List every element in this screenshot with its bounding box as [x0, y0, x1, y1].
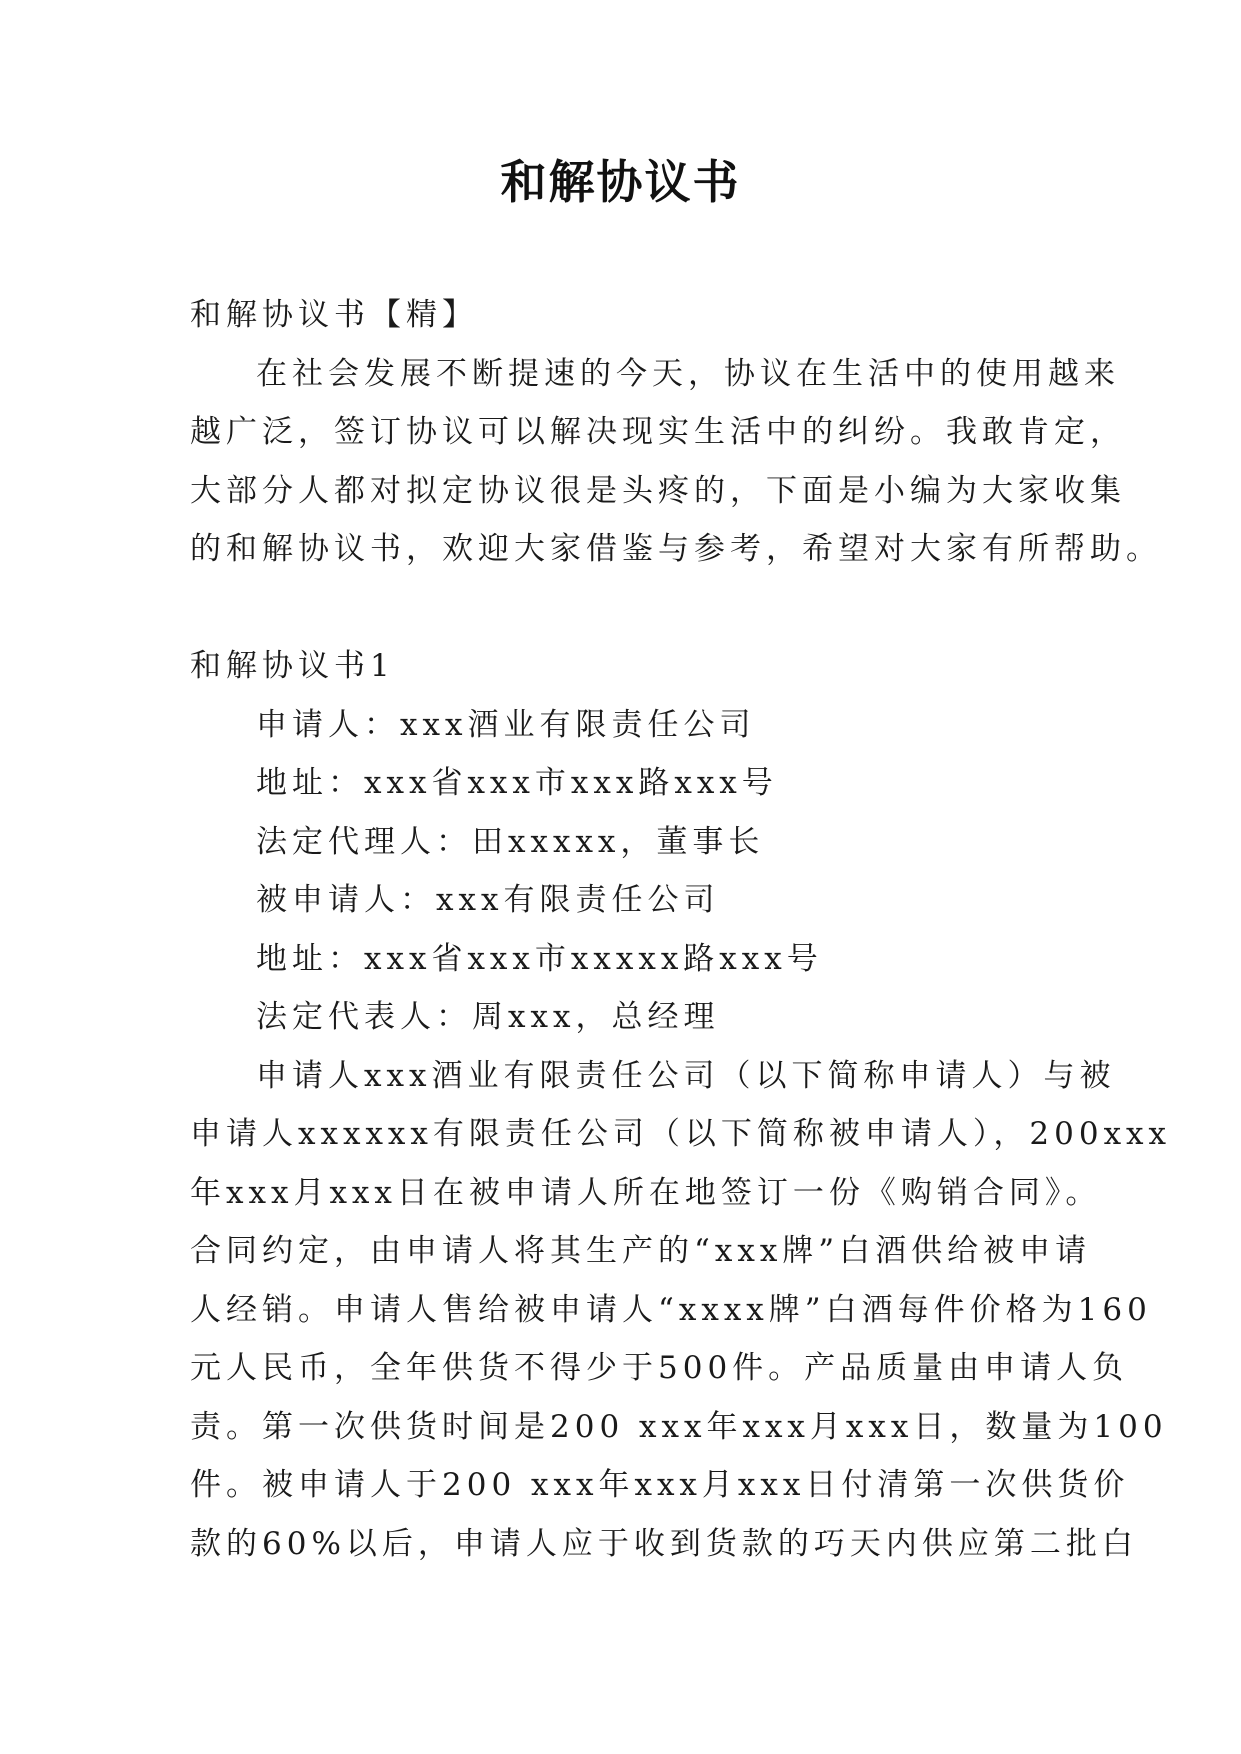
- document-title: 和解协议书: [500, 155, 741, 209]
- party-line: 法定代理人：田xxxxx，董事长: [256, 823, 765, 860]
- party-line: 地址：xxx省xxx市xxxxx路xxx号: [256, 940, 823, 977]
- body-line: 元人民币，全年供货不得少于500件。产品质量由申请人负: [190, 1350, 1129, 1386]
- document-subtitle: 和解协议书【精】: [190, 297, 478, 333]
- paragraph-gap: [190, 579, 1056, 638]
- intro-line: 大部分人都对拟定协议很是头疼的，下面是小编为大家收集: [190, 472, 1126, 509]
- intro-line: 越广泛，签订协议可以解决现实生活中的纠纷。我敢肯定，: [190, 414, 1126, 450]
- intro-line: 的和解协议书，欢迎大家借鉴与参考，希望对大家有所帮助。: [190, 531, 1162, 567]
- body-line: 件。被申请人于200 xxx年xxx月xxx日付清第一次供货价: [190, 1467, 1130, 1503]
- body-line: 申请人xxx酒业有限责任公司（以下简称申请人）与被: [256, 1057, 1116, 1094]
- body-line: 申请人xxxxxx有限责任公司（以下简称被申请人），200xxx: [190, 1116, 1172, 1152]
- body-line: 款的60%以后，申请人应于收到货款的巧天内供应第二批白: [190, 1525, 1138, 1562]
- body-line: 合同约定，由申请人将其生产的“xxx牌”白酒供给被申请: [190, 1233, 1092, 1269]
- party-line: 法定代表人：周xxx，总经理: [256, 999, 720, 1035]
- document-body: [190, 286, 1172, 1573]
- party-line: 地址：xxx省xxx市xxx路xxx号: [256, 765, 778, 801]
- party-line: 被申请人：xxx有限责任公司: [256, 882, 720, 918]
- section-heading: 和解协议书1: [190, 648, 395, 684]
- party-line: 申请人：xxx酒业有限责任公司: [256, 706, 756, 743]
- body-line: 年xxx月xxx日在被申请人所在地签订一份《购销合同》。: [190, 1174, 1102, 1211]
- intro-line: 在社会发展不断提速的今天，协议在生活中的使用越来: [256, 355, 1120, 392]
- body-line: 责。第一次供货时间是200 xxx年xxx月xxx日，数量为100: [190, 1408, 1168, 1445]
- body-line: 人经销。申请人售给被申请人“xxxx牌”白酒每件价格为160: [190, 1291, 1152, 1328]
